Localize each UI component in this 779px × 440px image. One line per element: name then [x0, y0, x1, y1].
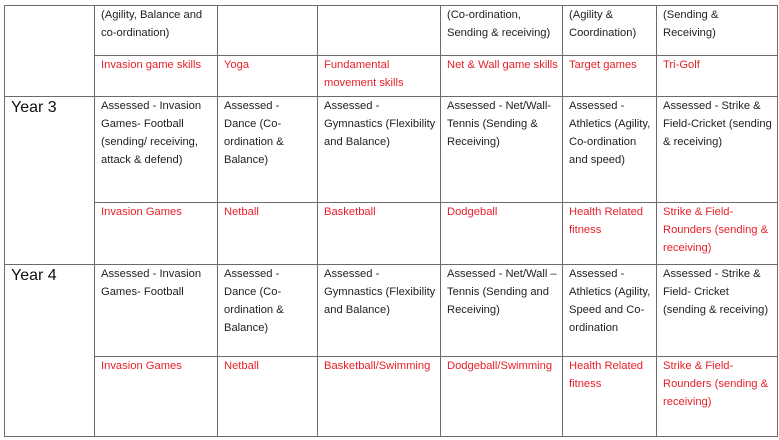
activity-cell: Invasion game skills — [95, 56, 218, 97]
assessed-cell: Assessed - Net/Wall – Tennis (Sending and Receiving) — [441, 265, 563, 357]
activity-cell: Basketball — [318, 203, 441, 265]
assessed-cell: Assessed - Invasion Games- Football — [95, 265, 218, 357]
assessed-cell: Assessed - Athletics (Agility, Speed and Co-ordination — [563, 265, 657, 357]
assessed-cell: Assessed - Gymnastics (Flexibility and Balance) — [318, 97, 441, 203]
table-row-year-4-activities — [5, 357, 778, 437]
activity-cell: Tri-Golf — [657, 56, 778, 97]
table-row-continued-assessed — [5, 6, 778, 56]
activity-cell: Netball — [218, 203, 318, 265]
activity-cell: Fundamental movement skills — [318, 56, 441, 97]
assessed-cell — [318, 6, 441, 56]
activity-cell: Strike & Field- Rounders (sending & receiving) — [657, 203, 778, 265]
table-row-year-3-assessed — [5, 97, 778, 203]
activity-cell: Invasion Games — [95, 357, 218, 437]
activity-cell: Netball — [218, 357, 318, 437]
activity-cell: Dodgeball — [441, 203, 563, 265]
assessed-cell: Assessed - Strike & Field- Cricket (sending & receiving) — [657, 265, 778, 357]
year-label: Year 3 — [5, 97, 95, 265]
assessed-cell: (Sending & Receiving) — [657, 6, 778, 56]
assessed-cell: (Co-ordination, Sending & receiving) — [441, 6, 563, 56]
table-row-continued-activities — [5, 56, 778, 97]
activity-cell: Target games — [563, 56, 657, 97]
assessed-cell: Assessed - Net/Wall- Tennis (Sending & Receiving) — [441, 97, 563, 203]
assessed-cell: Assessed - Dance (Co-ordination & Balance) — [218, 97, 318, 203]
activity-cell: Invasion Games — [95, 203, 218, 265]
pe-curriculum-table — [4, 5, 778, 437]
year-cell-empty — [5, 6, 95, 97]
activity-cell: Net & Wall game skills — [441, 56, 563, 97]
table-row-year-4-assessed — [5, 265, 778, 357]
activity-cell: Dodgeball/Swimming — [441, 357, 563, 437]
activity-cell: Health Related fitness — [563, 203, 657, 265]
assessed-cell: Assessed - Invasion Games- Football (sending/ receiving, attack & defend) — [95, 97, 218, 203]
assessed-cell: (Agility & Coordination) — [563, 6, 657, 56]
activity-cell: Basketball/Swimming — [318, 357, 441, 437]
assessed-cell: Assessed - Dance (Co-ordination & Balance) — [218, 265, 318, 357]
activity-cell: Health Related fitness — [563, 357, 657, 437]
assessed-cell: Assessed - Gymnastics (Flexibility and Balance) — [318, 265, 441, 357]
year-label: Year 4 — [5, 265, 95, 437]
table-row-year-3-activities — [5, 203, 778, 265]
activity-cell: Strike & Field- Rounders (sending & receiving) — [657, 357, 778, 437]
assessed-cell — [218, 6, 318, 56]
assessed-cell: Assessed - Athletics (Agility, Co-ordination and speed) — [563, 97, 657, 203]
assessed-cell: (Agility, Balance and co-ordination) — [95, 6, 218, 56]
assessed-cell: Assessed - Strike & Field-Cricket (sending & receiving) — [657, 97, 778, 203]
activity-cell: Yoga — [218, 56, 318, 97]
